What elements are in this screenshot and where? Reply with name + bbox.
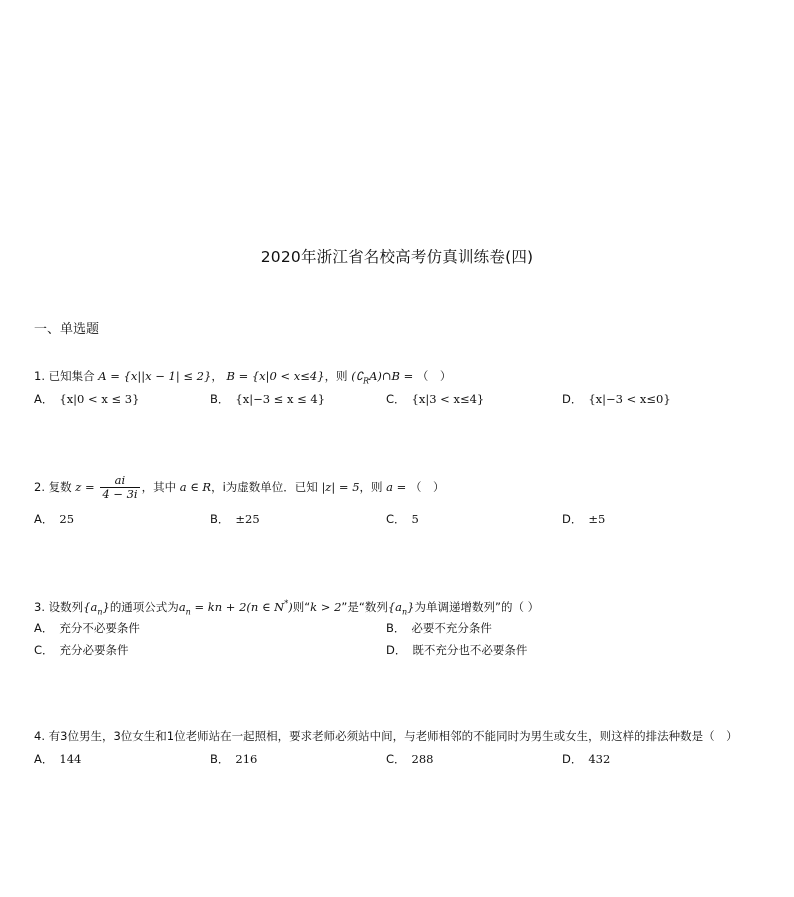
stem-text: ，则	[359, 480, 383, 494]
math-expr: $\{a_n\}$	[83, 599, 110, 617]
math-expr: a =	[386, 480, 407, 494]
option-a[interactable]: A． 144	[34, 752, 82, 766]
question-2-stem	[34, 474, 444, 501]
stem-text: 为单调递增数列”的（ ）	[414, 599, 540, 614]
math-expr: k > 2	[310, 599, 342, 614]
stem-text: ，其中	[141, 480, 177, 494]
question-4-stem	[34, 728, 738, 744]
stem-text: 已知集合	[48, 369, 95, 383]
option-b[interactable]: B． {x|−3 ≤ x ≤ 4}	[210, 392, 326, 406]
math-expr: B = {x|0 < x≤4}	[226, 369, 325, 383]
option-c[interactable]: C． 5	[386, 512, 419, 526]
option-c[interactable]: C． {x|3 < x≤4}	[386, 392, 485, 406]
option-d[interactable]: D． 432	[562, 752, 611, 766]
question-3-stem	[34, 596, 539, 620]
math-expr: $\{a_n\}$	[387, 599, 415, 617]
option-b[interactable]: B． ±25	[210, 512, 260, 526]
stem-text: ，i为虚数单位．已知	[211, 480, 318, 494]
stem-text: 复数	[48, 480, 72, 494]
option-d[interactable]: D． 既不充分也不必要条件	[386, 643, 528, 657]
stem-text: 有3位男生，3位女生和1位老师站在一起照相，要求老师必须站中间，与老师相邻的不能同时为男生或女生，则这样的排法种数是（ ）	[48, 729, 738, 743]
option-a[interactable]: A． {x|0 < x ≤ 3}	[34, 392, 140, 406]
math-expr: z =	[75, 480, 95, 494]
page-title: 2020年浙江省名校高考仿真训练卷(四)	[260, 248, 534, 266]
question-number: 1.	[34, 369, 45, 383]
math-expr: a ∈ R	[179, 480, 212, 494]
option-a[interactable]: A． 充分不必要条件	[34, 621, 140, 635]
stem-text: ，则	[324, 369, 348, 383]
option-b[interactable]: B． 216	[210, 752, 258, 766]
math-expr: |z| = 5	[321, 480, 360, 494]
stem-text: ，	[211, 369, 223, 383]
option-b[interactable]: B． 必要不充分条件	[386, 621, 492, 635]
option-c[interactable]: C． 充分必要条件	[34, 643, 129, 657]
option-d[interactable]: D． {x|−3 < x≤0}	[562, 392, 671, 406]
option-d[interactable]: D． ±5	[562, 512, 606, 526]
stem-text: 设数列	[48, 599, 84, 614]
question-number: 4.	[34, 729, 45, 743]
math-expr: $(∁_RA)\cap B$ =	[351, 369, 417, 386]
answer-bracket: （ ）	[416, 369, 452, 383]
stem-text: 的通项公式为	[109, 599, 179, 614]
option-c[interactable]: C． 288	[386, 752, 434, 766]
answer-bracket: （ ）	[409, 480, 445, 494]
option-a[interactable]: A． 25	[34, 512, 75, 526]
question-1-stem	[34, 368, 451, 389]
math-expr: $a_n$ = kn + 2(n ∈ N*)	[178, 599, 293, 617]
fraction: $\frac{ai}{4 - 3i}$	[102, 473, 138, 501]
question-number: 3.	[34, 599, 45, 614]
question-number: 2.	[34, 480, 45, 494]
stem-text: ”是“数列	[341, 599, 388, 614]
stem-text: 则“	[292, 599, 311, 614]
section-heading: 一、单选题	[34, 322, 100, 337]
math-expr: A = {x||x − 1| ≤ 2}	[98, 369, 212, 383]
